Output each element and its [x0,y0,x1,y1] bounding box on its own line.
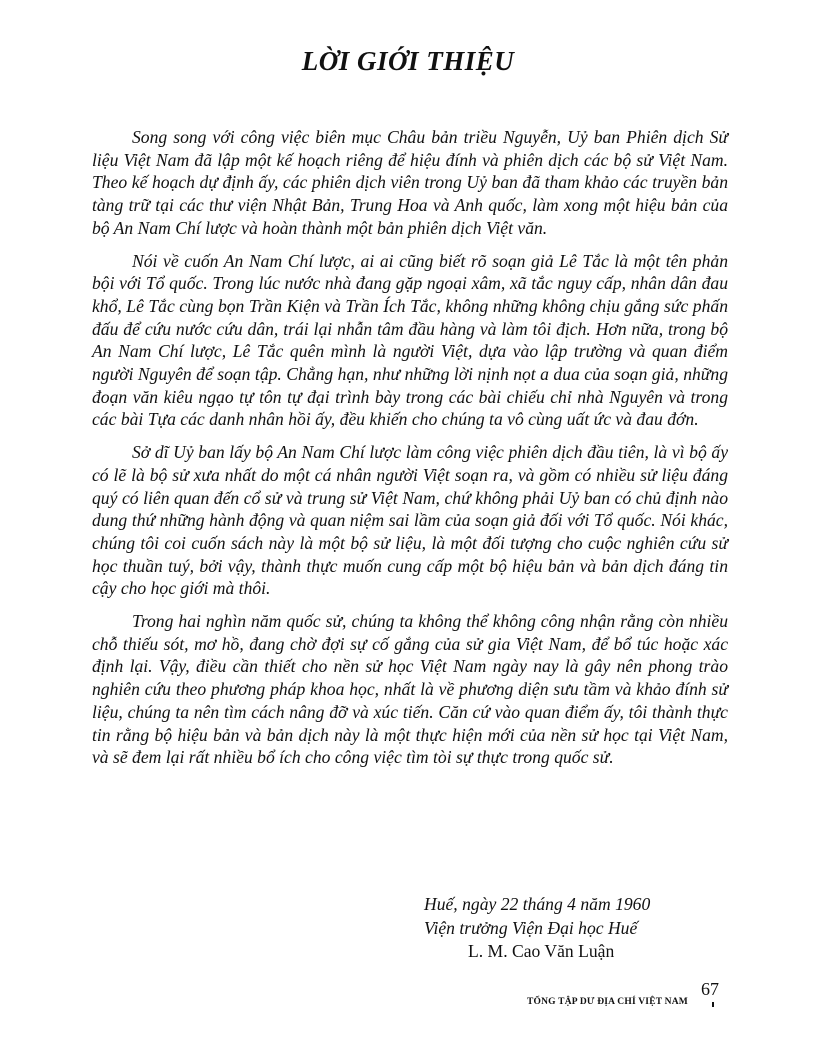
signature-position: Viện trưởng Viện Đại học Huế [424,917,638,938]
signature-name: L. M. Cao Văn Luận [468,941,615,961]
footer-book-title: TỔNG TẬP DƯ ĐỊA CHÍ VIỆT NAM [527,997,688,1007]
paragraph-3: Sở dĩ Uỷ ban lấy bộ An Nam Chí lược làm công việc phiên dịch đầu tiên, là vì bộ ấy có lẽ là bộ sử xưa nhất do một cá nhân người Việt soạn ra, và gồm có nhiều sử liệu đáng quý có liên quan đến cổ sử và trung sử Việt Nam, chứ không phải Uỷ ban có chủ định nào dung thứ những hành động và quan niệm sai lầm của soạn giả đối với Tổ quốc. Nói khác, chúng tôi coi cuốn sách này là một bộ sử liệu, là một đối tượng cho cuộc nghiên cứu sử học thuần tuý, bởi vậy, thành thực muốn cung cấp một bộ hiệu bản và bản dịch đáng tin cậy cho học giới mà thôi. [92,442,728,599]
signature-place-date: Huế, ngày 22 tháng 4 năm 1960 [424,894,651,914]
page-number-tick [712,1002,714,1007]
signature-block [424,893,724,964]
page-title: LỜI GIỚI THIỆU [301,46,515,76]
paragraph-2: Nói về cuốn An Nam Chí lược, ai ai cũng biết rõ soạn giả Lê Tắc là một tên phản bội với Tổ quốc. Trong lúc nước nhà đang gặp ngoại xâm, xã tắc nguy cấp, nhân dân đau khổ, Lê Tắc cùng bọn Trần Kiện và Trần Ích Tắc, không những không chịu gắng sức phấn đấu để cứu nước cứu dân, trái lại nhẫn tâm đầu hàng và làm tôi địch. Hơn nữa, trong bộ An Nam Chí lược, Lê Tắc quên mình là người Việt, dựa vào lập trường và quan điểm người Nguyên để soạn tập. Chẳng hạn, như những lời nịnh nọt a dua của soạn giả, những đoạn văn kiêu ngạo tự tôn tự đại trình bày trong các bài chiếu chỉ nhà Nguyên và trong các bài Tựa các danh nhân hồi ấy, đều khiến cho chúng ta vô cùng uất ức và đau đớn. [92,250,728,430]
paragraph-1: Song song với công việc biên mục Châu bản triều Nguyễn, Uỷ ban Phiên dịch Sử liệu Việt Nam đã lập một kế hoạch riêng để hiệu đính và phiên dịch các bộ sử Việt Nam. Theo kế hoạch dự định ấy, các phiên dịch viên trong Uỷ ban đã tham khảo các truyền bản tàng trữ tại các thư viện Nhật Bản, Trung Hoa và Anh quốc, làm xong một hiệu bản của bộ An Nam Chí lược và hoàn thành một bản phiên dịch Việt văn. [92,127,728,238]
page-number: 67 [701,979,719,999]
body-text [92,126,728,779]
paragraph-4: Trong hai nghìn năm quốc sử, chúng ta không thể không công nhận rằng còn nhiều chỗ thiếu sót, mơ hồ, đang chờ đợi sự cố gắng của sử gia Việt Nam, để bổ túc hoặc xác định lại. Vậy, điều cần thiết cho nền sử học Việt Nam ngày nay là gây nên phong trào nghiên cứu theo phương pháp khoa học, nhất là về phương diện sưu tầm và khảo đính sử liệu, chúng ta nên tìm cách nâng đỡ và xúc tiến. Căn cứ vào quan điểm ấy, tôi thành thực tin rằng bộ hiệu bản và bản dịch này là một thực hiện mới của nền sử học tại Việt Nam, và sẽ đem lại rất nhiều bổ ích cho công việc tìm tòi sự thực trong quốc sử. [92,611,728,768]
